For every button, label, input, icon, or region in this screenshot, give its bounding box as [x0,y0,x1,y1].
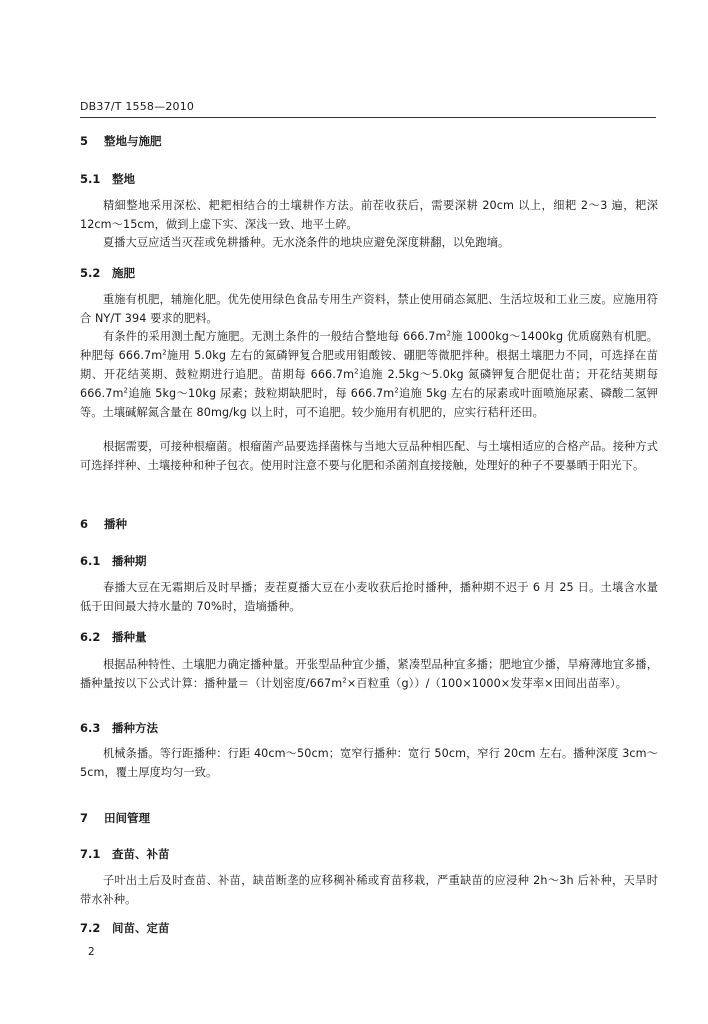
paragraph: 精細整地采用深松、耙耙相结合的土壤耕作方法。前茬收获后，需要深耕 20cm 以上，细耙 2～3 遍，耙深 12cm～15cm，做到上虚下实、深浅一致、地平土碎。 [80,199,658,231]
subsection-heading-6-3 [80,720,658,736]
subsection-heading-5-1 [80,171,658,187]
section-title: 整地与施肥 [104,134,162,148]
subsection-heading-5-2 [80,265,658,281]
paragraph: 子叶出土后及时查苗、补苗，缺苗断垄的应移稠补稀或育苗移栽，严重缺苗的应浸种 2h～3h 后补种，天旱时带水补种。 [80,874,658,906]
paragraph: 夏播大豆应适当灭茬或免耕播种。无水浇条件的地块应避免深度耕翻，以免跑墒。 [102,236,510,249]
section-title: 田间管理 [104,811,150,825]
section-title: 播种 [104,517,127,531]
page-number: 2 [88,946,95,958]
subsection-heading-6-2 [80,629,658,645]
subsection-number: 6.1 [80,554,101,568]
paragraph-seeding-formula: 根据品种特性、土壤肥力确定播种量。开张型品种宜少播，紧凑型品种宜多播；肥地宜少播，旱瘠薄地宜多播，播种量按以下公式计算：播种量＝（计划密度$/667m^2\times$百粒重（g））/（100×1000×发芽率×田间出苗率）。 [80,658,658,690]
paragraph: 春播大豆在无霜期后及时早播；麦茬夏播大豆在小麦收获后抢时播种，播种期不迟于 6 月 25 日。土壤含水量低于田间最大持水量的 70%时，造墒播种。 [80,581,658,613]
subsection-heading-7-2 [80,920,658,936]
section-number: 7 [80,811,89,825]
paragraph: 重施有机肥，辅施化肥。优先使用绿色食品专用生产资料，禁止使用硝态氮肥、生活垃圾和工业三废。应施用符合 NY/T 394 要求的肥料。 [80,293,658,325]
subsection-number: 5.2 [80,266,101,280]
subsection-title: 播种方法 [112,721,158,735]
paragraph: 机械条播。等行距播种：行距 40cm～50cm；宽窄行播种：宽行 50cm，窄行 20cm 左右。播种深度 3cm～5cm，覆土厚度均匀一致。 [80,747,658,779]
paragraph-fertilization: 有条件的采用测土配方施肥。无测土条件的一般结合整地每 $666.7m^2$施 1000kg～1400kg 优质腐熟有机肥。种肥每 $666.7m^2$施用 5.0kg 左右的氮磷钾复合肥或用钼酸铵、硼肥等微肥拌种。根据土壤肥力不同，可选择在苗期、开花结荚期、鼓粒期进行追肥。苗期每 $666.7m^2$追施 2.5kg～5.0kg 氮磷钾复合肥促壮苗；开花结荚期每 $666.7m^2$追施 5kg～10kg 尿素；鼓粒期缺肥时，每 $666.7m^2$追施 5kg 左右的尿素或叶面喷施尿素、磷酸二氢钾等。土壤碱解氮含量在 80mg/kg 以上时，可不追肥。较少施用有机肥的，应实行秸秆还田。 [80,329,659,419]
subsection-number: 6.2 [80,630,101,644]
subsection-title: 施肥 [112,266,135,280]
subsection-title: 整地 [112,172,135,186]
subsection-heading-6-1 [80,553,658,569]
paragraph: 根据需要，可接种根瘤菌。根瘤菌产品要选择菌株与当地大豆品种相匹配、与土壤相适应的合格产品。接种方式可选择拌种、土壤接种和种子包衣。使用时注意不要与化肥和杀菌剂直接接触，处理好的种子不要暴晒于阳光下。 [80,440,658,472]
section-heading-5 [80,133,658,149]
section-number: 5 [80,134,89,148]
subsection-number: 7.1 [80,847,101,861]
subsection-title: 播种量 [112,630,147,644]
subsection-title: 播种期 [112,554,147,568]
subsection-number: 5.1 [80,172,101,186]
header-rule [80,117,656,118]
subsection-number: 7.2 [80,921,101,935]
standard-code-header: DB37/T 1558—2010 [80,100,195,113]
subsection-heading-7-1 [80,846,658,862]
section-heading-6 [80,516,658,532]
section-number: 6 [80,517,89,531]
subsection-number: 6.3 [80,721,101,735]
subsection-title: 查苗、补苗 [112,847,170,861]
subsection-title: 间苗、定苗 [112,921,170,935]
section-heading-7 [80,810,658,826]
